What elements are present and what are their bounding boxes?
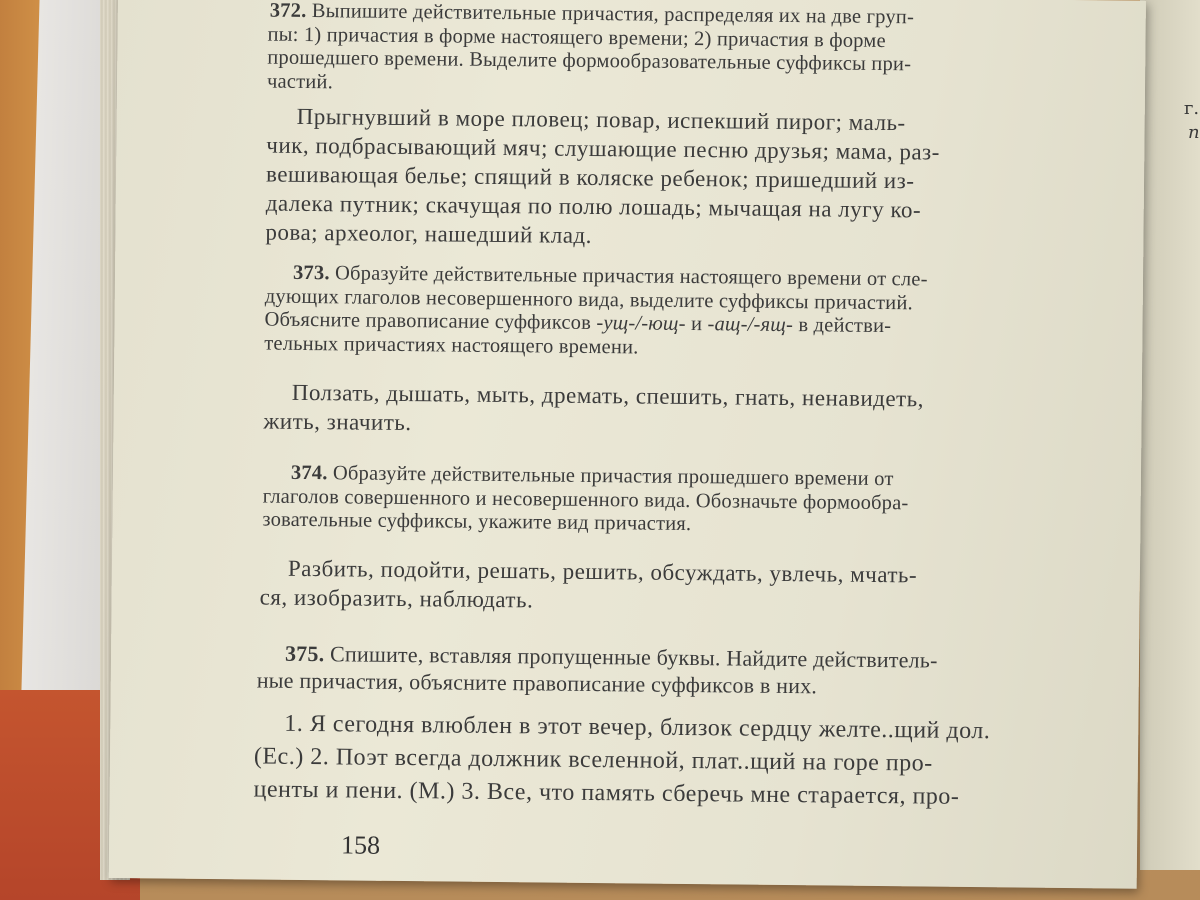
- instruction-line: глаголов совершенного и несовершенного вида. Обозначьте формообра-: [262, 485, 909, 514]
- instruction-line: частий.: [266, 70, 334, 93]
- exercise-372-text: [265, 102, 940, 254]
- conjunction: и: [690, 313, 703, 336]
- exercise-number: 375.: [284, 640, 325, 667]
- exercise-text-line: Прыгнувший в море пловец; повар, испекший пирог; маль-: [296, 103, 906, 136]
- exercise-372-instruction: [267, 0, 914, 100]
- instruction-line: дующих глаголов несовершенного вида, выделите суффиксы причастий.: [264, 285, 914, 314]
- instruction-line: тельных причастиях настоящего времени.: [264, 332, 639, 358]
- exercise-text-line: (Ес.) 2. Поэт всегда должник вселенной, плат..щий на горе про-: [253, 743, 933, 777]
- exercise-text-line: ся, изобразить, наблюдать.: [259, 584, 534, 613]
- exercise-text-line: далека путник; скачущая по полю лошадь; мычащая на лугу ко-: [265, 190, 922, 223]
- instruction-line: пы: 1) причастия в форме настоящего времени; 2) причастия в форме: [267, 23, 886, 52]
- exercise-text-line: рова; археолог, нашедший клад.: [265, 219, 593, 248]
- exercise-374-text: [259, 554, 918, 619]
- exercise-number: 372.: [269, 0, 307, 22]
- textbook-page: [109, 0, 1146, 889]
- exercise-375-text: [253, 708, 991, 814]
- exercise-text-line: центы и пени. (М.) 3. Все, что память сберечь мне старается, про-: [253, 776, 960, 810]
- exercise-text-line: жить, значить.: [263, 408, 412, 436]
- instruction-line: Образуйте действительные причастия прошедшего времени от: [332, 462, 894, 491]
- instruction-line: Образуйте действительные причастия настоящего времени от сле-: [334, 262, 928, 291]
- exercise-text-line: 1. Я сегодня влюблен в этот вечер, близок сердцу желте..щий дол.: [284, 710, 991, 745]
- page-content: [253, 0, 1198, 860]
- instruction-line: зовательные суффиксы, укажите вид причастия.: [262, 508, 692, 536]
- page-number: 158: [340, 830, 381, 860]
- suffix-example: -ащ-/-ящ-: [707, 313, 794, 337]
- exercise-number: 373.: [292, 261, 330, 285]
- exercise-text-line: Разбить, подойти, решать, решить, обсуждать, увлечь, мчать-: [287, 555, 918, 588]
- exercise-375-instruction: [256, 640, 938, 701]
- instruction-line: Спишите, вставляя пропущенные буквы. Найдите действитель-: [329, 641, 938, 673]
- exercise-text-line: вешивающая белье; спящий в коляске ребенок; пришедший из-: [265, 161, 915, 194]
- exercise-373-text: [263, 378, 925, 443]
- exercise-number: 374.: [290, 461, 328, 485]
- instruction-line: Объясните правописание суффиксов: [264, 308, 592, 334]
- instruction-line: Выпишите действительные причастия, распределяя их на две груп-: [311, 0, 915, 29]
- instruction-line: прошедшего времени. Выделите формообразовательные суффиксы при-: [267, 46, 912, 76]
- exercise-text-line: Ползать, дышать, мыть, дремать, спешить, гнать, ненавидеть,: [291, 379, 925, 412]
- next-page-fragment: п: [1188, 122, 1200, 143]
- instruction-tail: в действи-: [798, 314, 892, 338]
- next-page: [1140, 0, 1200, 870]
- suffix-example: -ущ-/-ющ-: [596, 312, 686, 335]
- exercise-374-instruction: [262, 461, 909, 539]
- instruction-line: ные причастия, объясните правописание суффиксов в них.: [256, 667, 818, 699]
- next-page-fragment: г.: [1184, 98, 1200, 119]
- exercise-text-line: чик, подбрасывающий мяч; слушающие песню друзья; мама, раз-: [266, 132, 940, 165]
- exercise-373-instruction: [264, 261, 928, 363]
